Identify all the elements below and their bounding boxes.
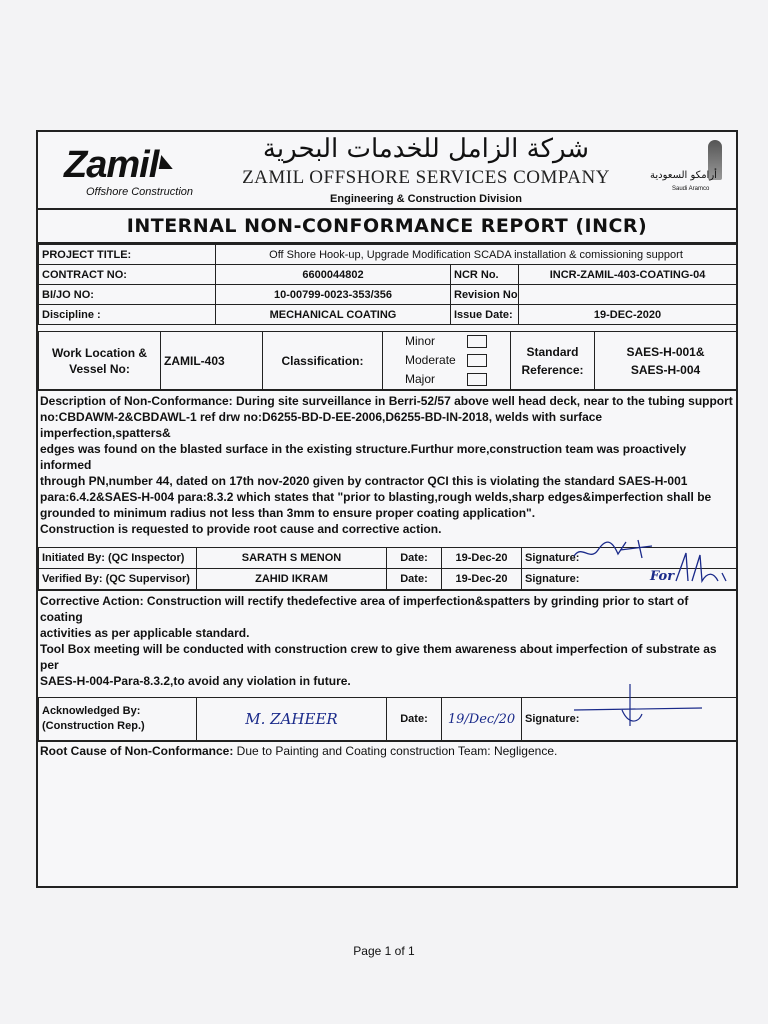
standard-reference-value: SAES-H-001& SAES-H-004 — [595, 332, 737, 390]
description-line — [40, 393, 734, 409]
aramco-english: Saudi Aramco — [672, 186, 710, 192]
classification-minor[interactable] — [405, 332, 510, 351]
ncr-no-label: NCR No. — [451, 265, 519, 285]
logo-subtitle: Offshore Construction — [86, 186, 193, 198]
acknowledged-by-name: M. ZAHEER — [197, 698, 387, 741]
classification-moderate[interactable] — [405, 351, 510, 370]
table-row — [39, 698, 737, 741]
table-row — [39, 285, 737, 305]
table-row — [39, 265, 737, 285]
corrective-line: Tool Box meeting will be conducted with construction crew to give them awareness about imperfection of substrate as per — [40, 642, 717, 672]
description-text: During site surveillance in Berri-52/57 above well head deck, near to the tubing support — [232, 394, 733, 408]
verified-by-label: Verified By: (QC Supervisor) — [39, 569, 197, 590]
description-section — [38, 390, 736, 547]
ack-label-line1: Acknowledged By: — [42, 705, 141, 717]
zamil-logo — [64, 144, 174, 187]
form-header — [38, 132, 736, 210]
issue-date-value: 19-DEC-2020 — [519, 305, 737, 325]
description-line: no:CBDAWM-2&CBDAWL-1 ref drw no:D6255-BD-D-EE-2006,D6255-BD-IN-2018, welds with surface imperfection,spatters& — [40, 410, 603, 440]
report-title: INTERNAL NON-CONFORMANCE REPORT (INCR) — [38, 210, 736, 244]
initiated-date-value: 19-Dec-20 — [442, 548, 522, 569]
handwritten-for: For — [650, 569, 675, 584]
acknowledged-by-label — [39, 698, 197, 741]
classification-options — [383, 332, 511, 390]
supervisor-signature-scribble-icon — [672, 551, 732, 585]
table-row — [39, 332, 737, 390]
work-location-table — [38, 331, 737, 390]
project-title-value: Off Shore Hook-up, Upgrade Modification SCADA installation & comissioning support — [216, 245, 737, 265]
standard-reference-label: Standard Reference: — [511, 332, 595, 390]
aramco-arabic: أرامكو السعودية — [650, 170, 717, 181]
signature-label: Signature: — [525, 713, 580, 725]
table-row — [39, 569, 737, 590]
table-row — [39, 305, 737, 325]
class-label: Major — [405, 372, 436, 386]
ack-signature-cell — [522, 698, 737, 741]
verified-date-label: Date: — [387, 569, 442, 590]
work-location-label: Work Location & Vessel No: — [39, 332, 161, 390]
project-title-label: PROJECT TITLE: — [39, 245, 216, 265]
corrective-line: SAES-H-004-Para-8.3.2,to avoid any violation in future. — [40, 674, 351, 688]
aramco-logo — [650, 140, 730, 200]
acknowledgement-table — [38, 697, 737, 741]
revision-no-label: Revision No — [451, 285, 519, 305]
corrective-text: Construction will rectify thedefective area of imperfection&spatters by grinding prior to start of coating — [40, 594, 689, 624]
ack-label-line2: (Construction Rep.) — [42, 720, 145, 732]
minor-checkbox[interactable] — [467, 335, 487, 348]
arabic-company-name: شركة الزامل للخدمات البحرية — [262, 134, 590, 164]
discipline-label: Discipline : — [39, 305, 216, 325]
initiated-by-name: SARATH S MENON — [197, 548, 387, 569]
issue-date-label: Issue Date: — [451, 305, 519, 325]
signature-scribble-icon — [572, 536, 682, 564]
ncr-no-value: INCR-ZAMIL-403-COATING-04 — [519, 265, 737, 285]
description-line: Construction is requested to provide root cause and corrective action. — [40, 522, 442, 536]
verified-date-value: 19-Dec-20 — [442, 569, 522, 590]
verified-by-name: ZAHID IKRAM — [197, 569, 387, 590]
classification-major[interactable] — [405, 370, 510, 389]
description-label: Description of Non-Conformance: — [40, 394, 233, 408]
incr-form — [36, 130, 738, 888]
class-label: Minor — [405, 334, 436, 348]
corrective-action-label: Corrective Action: — [40, 594, 144, 608]
contract-no-value: 6600044802 — [216, 265, 451, 285]
company-name: ZAMIL OFFSHORE SERVICES COMPANY — [242, 167, 610, 188]
logo-mark-icon — [159, 155, 175, 169]
description-line: edges was found on the blasted surface in the existing structure.Furthur more,construction team was proactively informed — [40, 442, 687, 472]
signature-label: Signature: — [525, 552, 580, 564]
description-line: para:6.4.2&SAES-H-004 para:8.3.2 which states that "prior to blasting,rough welds,sharp edges&imperfection shall be — [40, 490, 712, 504]
moderate-checkbox[interactable] — [467, 354, 487, 367]
discipline-value: MECHANICAL COATING — [216, 305, 451, 325]
corrective-line: activities as per applicable standard. — [40, 626, 250, 640]
page-footer: Page 1 of 1 — [353, 944, 415, 958]
ack-date-label: Date: — [387, 698, 442, 741]
table-row — [39, 548, 737, 569]
logo-text: Zamil — [64, 144, 159, 186]
class-label: Moderate — [405, 353, 456, 367]
corrective-line — [40, 593, 734, 625]
revision-no-value — [519, 285, 737, 305]
division-name: Engineering & Construction Division — [330, 193, 522, 205]
description-line: grounded to minimum radius not less than 3mm to ensure proper coating application". — [40, 506, 536, 520]
project-info-table — [38, 244, 737, 325]
signoff-table — [38, 547, 737, 590]
bijo-no-value: 10-00799-0023-353/356 — [216, 285, 451, 305]
work-location-value: ZAMIL-403 — [161, 332, 263, 390]
classification-label: Classification: — [263, 332, 383, 390]
root-cause-text: Due to Painting and Coating construction Team: Negligence. — [233, 744, 558, 758]
construction-signature-scribble-icon — [572, 680, 702, 730]
table-row — [39, 245, 737, 265]
ack-date-value: 19/Dec/20 — [442, 698, 522, 741]
root-cause-label: Root Cause of Non-Conformance: — [40, 744, 234, 758]
description-line: through PN,number 44, dated on 17th nov-2020 given by contractor QCI this is violating the standard SAES-H-001 — [40, 474, 688, 488]
major-checkbox[interactable] — [467, 373, 487, 386]
signature-label: Signature: — [525, 573, 580, 585]
initiated-by-label: Initiated By: (QC Inspector) — [39, 548, 197, 569]
contract-no-label: CONTRACT NO: — [39, 265, 216, 285]
verified-signature-cell — [522, 569, 737, 590]
bijo-no-label: BI/JO NO: — [39, 285, 216, 305]
initiated-date-label: Date: — [387, 548, 442, 569]
root-cause-section — [38, 741, 736, 886]
